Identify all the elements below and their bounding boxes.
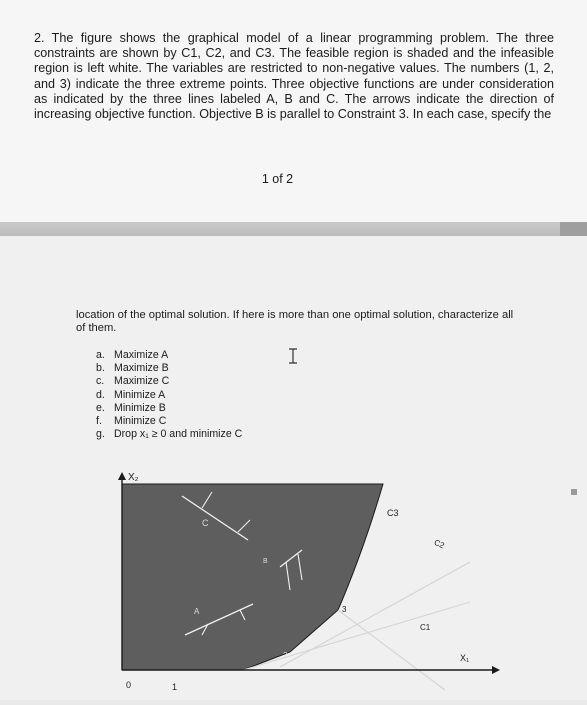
part-text: Minimize A	[114, 388, 166, 401]
page-indicator: 1 of 2	[261, 172, 294, 186]
page-separator	[0, 222, 587, 236]
list-item	[96, 389, 242, 402]
text-cursor-icon	[286, 348, 300, 364]
tick-label: 1	[172, 682, 178, 692]
constraint-c2-label: C2	[432, 537, 446, 551]
list-item	[96, 415, 242, 428]
x1-label: X₁	[460, 653, 470, 663]
constraint-c2-line	[338, 610, 445, 690]
x1-axis-arrow-icon	[492, 666, 500, 674]
part-letter: c.	[96, 375, 105, 388]
page-separator-edge	[560, 222, 587, 236]
part-text: Maximize A	[114, 349, 169, 361]
part-text: Drop x₁ ≥ 0 and minimize C	[114, 428, 243, 441]
origin-label: 0	[126, 680, 132, 690]
part-text: Maximize B	[114, 362, 169, 375]
objective-a-label: A	[194, 607, 200, 616]
part-letter: f.	[96, 415, 102, 428]
part-letter: e.	[96, 401, 105, 414]
extreme-point-3-label: 3	[342, 605, 347, 614]
x2-label: X₂	[128, 472, 139, 483]
part-letter: a.	[96, 349, 105, 361]
x2-axis-arrow-icon	[118, 472, 126, 480]
scroll-marker[interactable]	[571, 489, 577, 495]
list-item	[96, 349, 242, 362]
part-letter: g.	[96, 428, 105, 441]
extreme-point-2-label: 2	[283, 651, 288, 660]
question-continuation: location of the optimal solution. If here is more than one optimal solution, characterize all of them.	[76, 309, 514, 335]
part-letter: b.	[96, 362, 105, 375]
page-one	[0, 0, 587, 222]
objective-c-label: C	[202, 518, 209, 528]
list-item	[96, 402, 242, 415]
list-item	[96, 375, 242, 388]
feasible-region	[122, 484, 383, 670]
question-text: 2. The figure shows the graphical model of a linear programming problem. The three constraints are shown by C1, C2, and C3. The feasible region is shaded and the infeasible region is left white. The variables are restricted to non-negative values. The numbers (1, 2, and 3) indicate the three extreme points. Three objective functions are under consideration as indicated by the three lines labeled A, B and C. The arrows indicate the direction of increasing objective function. Objective B is parallel to Constraint 3. In each case, specify the	[34, 31, 554, 122]
part-text: Minimize B	[114, 401, 166, 414]
question-parts-list	[96, 349, 242, 441]
list-item	[96, 428, 242, 441]
part-letter: d.	[96, 388, 105, 401]
constraint-c3-label: C3	[387, 508, 399, 518]
part-text: Maximize C	[114, 375, 170, 388]
objective-b-label: B	[263, 558, 268, 565]
lp-figure	[90, 462, 510, 700]
constraint-c1-label: C1	[420, 623, 431, 632]
list-item	[96, 362, 242, 375]
part-text: Minimize C	[114, 415, 167, 428]
